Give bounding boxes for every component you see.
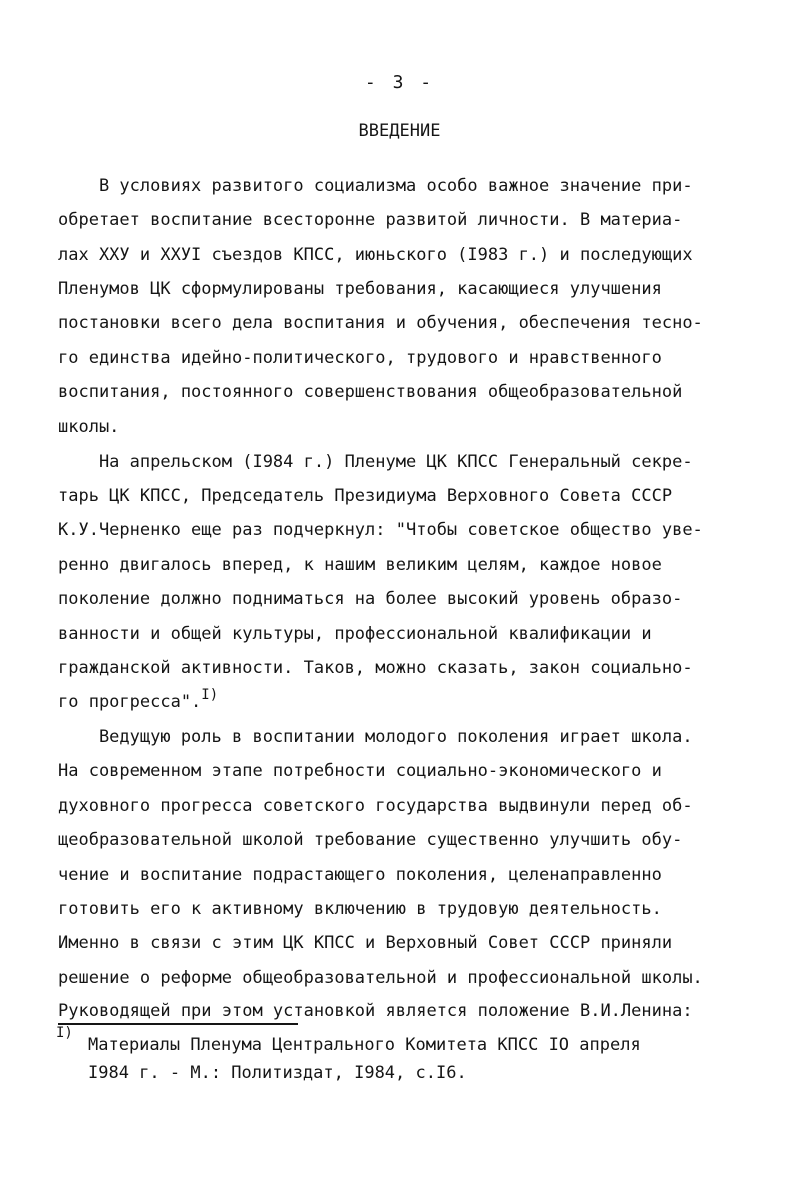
text-line-with-footnote (58, 687, 219, 714)
text-line: Именно в связи с этим ЦК КПСС и Верховный Совет СССР приняли (58, 933, 673, 953)
text-line: ренно двигалось вперед, к нашим великим целям, каждое новое (58, 555, 662, 575)
text-line: В условиях развитого социализма особо важное значение при- (58, 176, 693, 196)
text-line: тарь ЦК КПСС, Председатель Президиума Верховного Совета СССР (58, 486, 673, 506)
text-line: поколение должно подниматься на более высокий уровень образо- (58, 589, 683, 609)
footnote-text-line: Материалы Пленума Центрального Комитета КПСС IO апреля (88, 1035, 641, 1055)
text-line: Пленумов ЦК сформулированы требования, касающиеся улучшения (58, 279, 662, 299)
text-line: К.У.Черненко еще раз подчеркнул: "Чтобы советское общество уве- (58, 520, 703, 540)
text-line: Руководящей при этом установкой является положение В.И.Ленина: (58, 1001, 693, 1021)
text-line: постановки всего дела воспитания и обучения, обеспечения тесно- (58, 313, 703, 333)
text-line: готовить его к активному включению в трудовую деятельность. (58, 899, 662, 919)
text-line: школы. (58, 417, 120, 437)
footnote-reference: I) (201, 687, 219, 703)
section-title: ВВЕДЕНИЕ (358, 121, 441, 141)
text-line: решение о реформе общеобразовательной и профессиональной школы. (58, 968, 703, 988)
footnote-text-line: I984 г. - М.: Политиздат, I984, с.I6. (88, 1063, 467, 1083)
text-line: духовного прогресса советского государства выдвинули перед об- (58, 796, 693, 816)
text-line: Ведущую роль в воспитании молодого поколения играет школа. (58, 727, 693, 747)
text-line: щеобразовательной школой требование существенно улучшить обу- (58, 830, 683, 850)
text-line: ванности и общей культуры, профессиональной квалификации и (58, 624, 652, 644)
text-line: го единства идейно-политического, трудового и нравственного (58, 348, 662, 368)
text-line: лах ХХУ и ХХУI съездов КПСС, июньского (I983 г.) и последующих (58, 245, 693, 265)
text-line: гражданской активности. Таков, можно сказать, закон социально- (58, 658, 693, 678)
text-line: воспитания, постоянного совершенствования общеобразовательной (58, 382, 683, 402)
text-line: обретает воспитание всесторонне развитой личности. В материа- (58, 210, 683, 230)
text-line: На современном этапе потребности социально-экономического и (58, 761, 662, 781)
text-line: На апрельском (I984 г.) Пленуме ЦК КПСС Генеральный секре- (58, 452, 693, 472)
page-number: - 3 - (364, 72, 435, 93)
text-line: го прогресса". (58, 692, 202, 712)
text-line: чение и воспитание подрастающего поколения, целенаправленно (58, 865, 662, 885)
footnote-separator (58, 1023, 298, 1025)
footnote-mark: I) (56, 1025, 73, 1041)
